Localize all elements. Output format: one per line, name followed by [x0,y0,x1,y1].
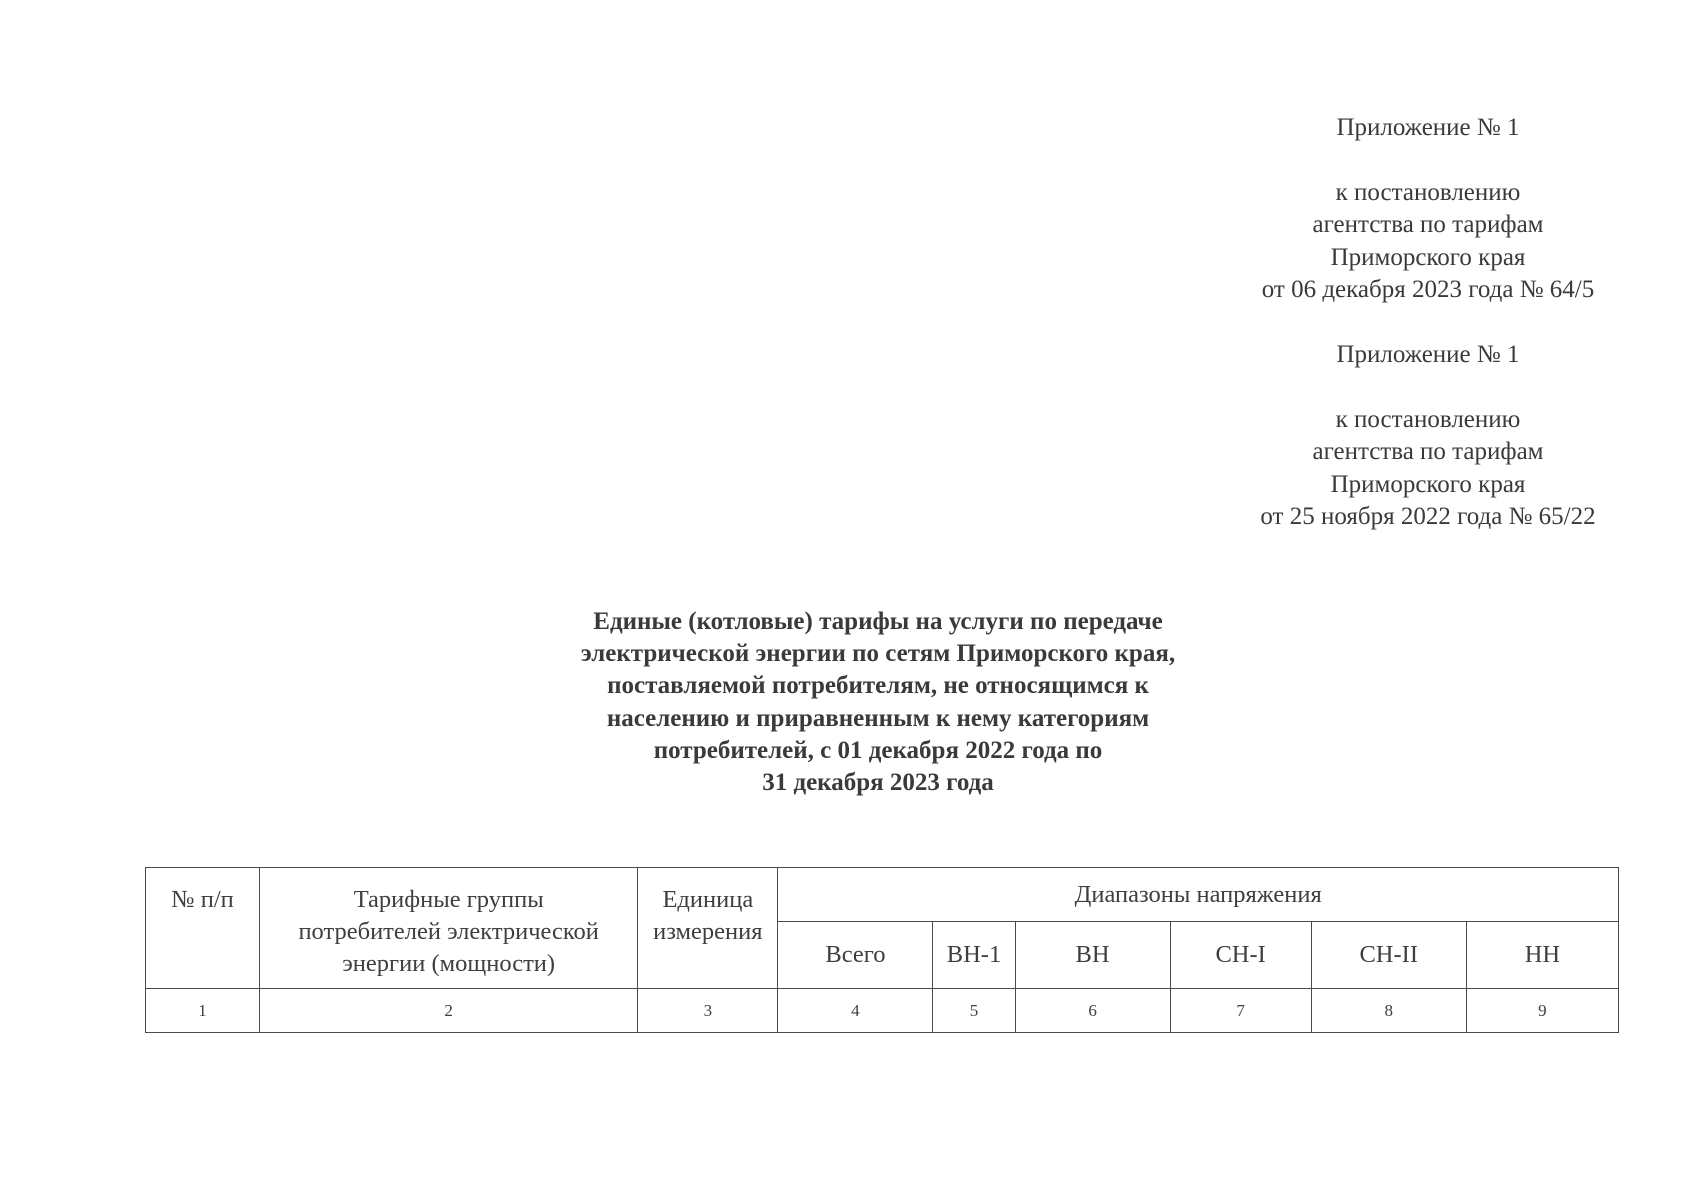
document-title-line: населению и приравненным к нему категориям [606,704,1150,732]
appendix-block-current [1218,112,1638,307]
header-voltage-vn: ВН [1015,922,1170,989]
header-voltage-vn1: ВН-1 [933,922,1015,989]
header-unit-line: Единица [662,886,754,913]
document-title [480,606,1276,799]
appendix-date-line: от 25 ноября 2022 года № 65/22 [1260,503,1596,530]
column-number-row [146,989,1619,1033]
document-title-line: поставляемой потребителям, не относящимся к [607,672,1149,700]
header-voltage-sn1: СН-I [1170,922,1311,989]
header-voltage-sn2: СН-II [1311,922,1466,989]
header-voltage-total: Всего [778,922,933,989]
appendix-block-previous [1218,339,1638,534]
document-title-line: 31 декабря 2023 года [762,769,994,797]
appendix-line: Приморского края [1330,470,1526,498]
header-tariff-groups-line: Тарифные группы [353,886,544,913]
header-tariff-groups [260,868,638,989]
header-number: № п/п [146,868,260,989]
column-number-cell: 2 [260,989,638,1033]
table-header-row [146,868,1619,922]
header-tariff-groups-line: потребителей электрической [298,918,599,945]
column-number-cell: 9 [1466,989,1618,1033]
appendix-title: Приложение № 1 [1336,341,1520,368]
column-number-cell: 8 [1311,989,1466,1033]
column-number-cell: 4 [778,989,933,1033]
column-number-cell: 3 [638,989,778,1033]
document-title-line: потребителей, с 01 декабря 2022 года по [653,736,1103,764]
appendix-line: агентства по тарифам [1312,438,1544,465]
header-tariff-groups-line: энергии (мощности) [342,950,556,977]
header-unit-line: измерения [653,918,763,945]
column-number-cell: 7 [1170,989,1311,1033]
appendix-line: Приморского края [1330,243,1526,271]
header-voltage-nn: НН [1466,922,1618,989]
header-unit [638,868,778,989]
column-number-cell: 5 [933,989,1015,1033]
appendix-title: Приложение № 1 [1336,114,1520,141]
column-number-cell: 1 [146,989,260,1033]
header-voltage-ranges: Диапазоны напряжения [778,868,1619,922]
appendix-line: к постановлению [1335,405,1521,433]
document-title-line: электрической энергии по сетям Приморского края, [580,640,1176,668]
column-number-cell: 6 [1015,989,1170,1033]
tariff-table [145,867,1619,1033]
appendix-date-line: от 06 декабря 2023 года № 64/5 [1261,276,1595,303]
document-title-line: Единые (котловые) тарифы на услуги по передаче [593,608,1163,635]
appendix-line: к постановлению [1335,178,1521,206]
appendix-line: агентства по тарифам [1312,211,1544,238]
